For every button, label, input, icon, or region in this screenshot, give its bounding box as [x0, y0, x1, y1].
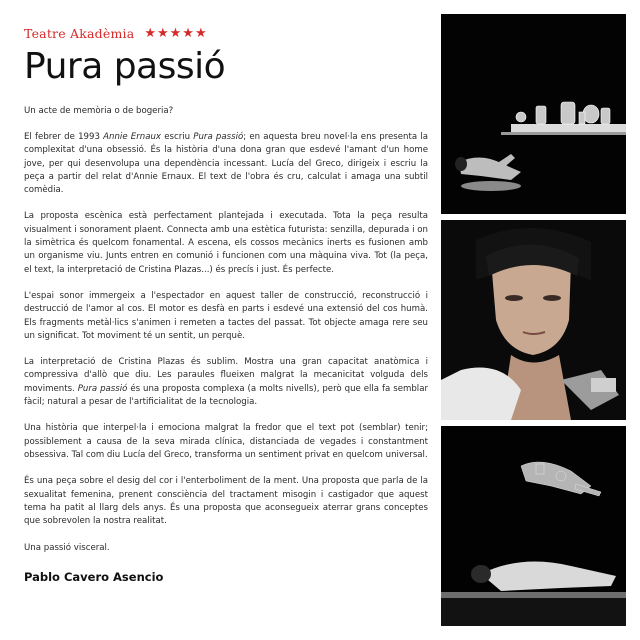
closing-line: Una passió visceral. — [24, 543, 110, 554]
review-header — [24, 26, 428, 41]
theatre-name: Teatre Akadèmia — [24, 26, 135, 41]
subtitle: Un acte de memòria o de bogeria? — [24, 106, 174, 116]
paragraph-3: L'espai sonor immergeix a l'espectador en aquest taller de construcció, reconstrucció i destrucció de l'amor al cos. El motor es desfà en parts i esdevé una extensió del cos humà. Els fragments metàl·lics s'animen i remeten a tactes del passat. Tot objecte amaga rere seu un significat. Tot moviment té un sentit, un perquè. — [24, 290, 428, 341]
actress-portrait-photo — [441, 220, 626, 420]
paragraph-4: La interpretació de Cristina Plazas és sublim. Mostra una gran capacitat anatòmica i compressiva d'allò que diu. Les paraules flueixen malgrat la mecanicitat volguda dels moviments. Pura passió és una proposta complexa (a molts nivells), però que ella fa semblar fàcil; natural a pesar de l'artificialitat de la tecnologia. — [24, 357, 428, 408]
paragraph-2: La proposta escènica està perfectament plantejada i executada. Tota la peça resulta visualment i sonorament plaent. Connecta amb una estètica futurista: senzilla, depurada i on la simètrica és quelcom fonamental. A escena, els cossos mecànics inerts es fusionen amb un organisme viu. Junts entren en comunió i funcionen com una màquina viva. Tot (la peça, el text, la interpretació de Cristina Plazas...) és precís i just. És perfecte. — [24, 211, 428, 275]
star-rating-icon: ★★★★★ — [144, 26, 208, 41]
page-title: Pura passió — [24, 46, 226, 87]
stage-photo-engine-parts — [441, 14, 626, 214]
paragraph-6: És una peça sobre el desig del cor i l'enterboliment de la ment. Una proposta que parla de la sexualitat femenina, prenent consciència del tractament misogin i castigador que aquest tema ha patit al llarg dels anys. És una proposta que aconsegueix aterrar grans conceptes que sobrevolen la nostra realitat. — [24, 476, 428, 527]
article-column — [24, 26, 428, 584]
paragraph-5: Una història que interpel·la i emociona malgrat la fredor que el text pot (semblar) tenir; possiblement a causa de la seva mirada clínica, distanciada de vegades i constantment obsessiva. Tal com diu Lucía del Greco, transforma un sentiment privat en quelcom universal. — [24, 423, 428, 460]
author-name: Pablo Cavero Asencio — [24, 570, 164, 585]
stage-photo-lying-performer-icon — [441, 426, 626, 626]
stage-photo-lying-performer — [441, 426, 626, 626]
paragraph-1: El febrer de 1993 Annie Ernaux escriu Pura passió; en aquesta breu novel·la ens presenta la complexitat d'una obsessió. És la història d'una dona gran que esdevé l'amant d'un home jove, per qui desenvolupa una dependència incessant. Lucía del Greco, dirigeix i escriu la peça a partir del relat d'Annie Ernaux. El text de l'obra és cru, calculat i amaga una subtil comèdia. — [24, 132, 428, 196]
actress-portrait-photo-icon — [441, 220, 626, 420]
stage-photo-engine-parts-icon — [441, 14, 626, 214]
